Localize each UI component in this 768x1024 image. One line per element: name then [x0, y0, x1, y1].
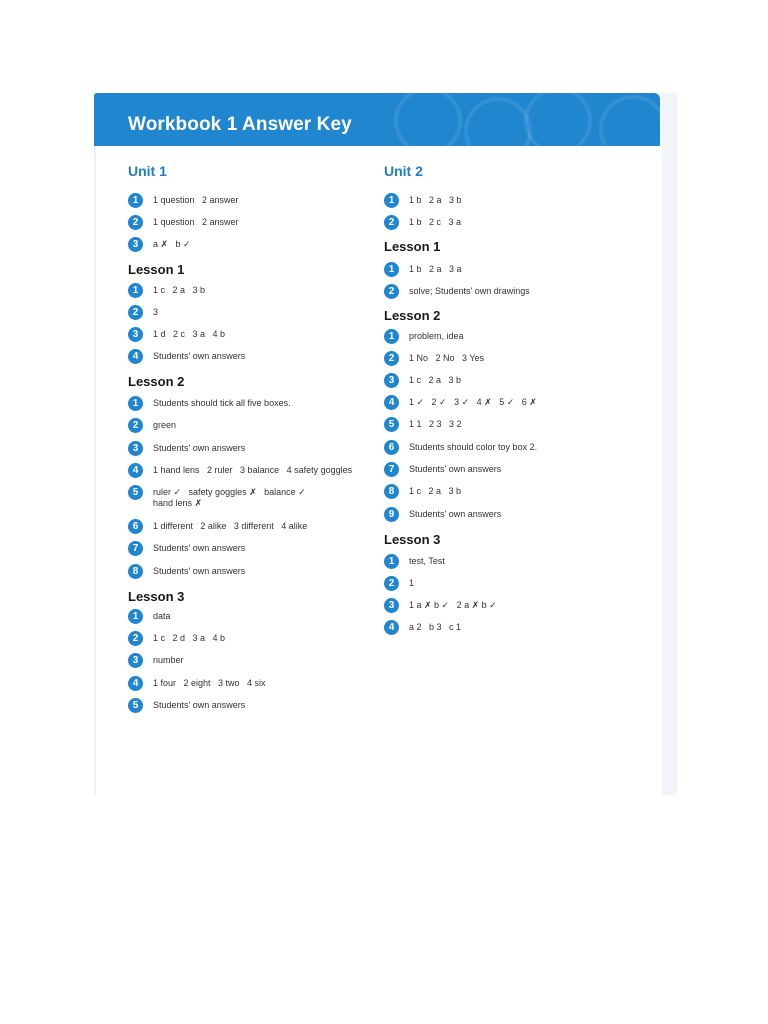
answer-text: 1 d 2 c 3 a 4 b [153, 329, 226, 339]
question-number-badge: 4 [128, 349, 143, 364]
answer-item [128, 631, 225, 646]
answer-text: 1 ✓ 2 ✓ 3 ✓ 4 ✗ 5 ✓ 6 ✗ [409, 397, 537, 407]
answer-text: 1 b 2 a 3 b [409, 195, 462, 205]
decorative-circle-icon [524, 93, 592, 146]
question-number-badge: 3 [384, 598, 399, 613]
answer-text: 1 No 2 No 3 Yes [409, 353, 485, 363]
answer-text: 1 four 2 eight 3 two 4 six [153, 678, 266, 688]
answer-text: a ✗ b ✓ [153, 239, 191, 249]
answer-text: Students' own answers [153, 543, 246, 553]
answer-text: 3 [153, 307, 159, 317]
answer-item [128, 327, 225, 342]
answer-text: 1 c 2 a 3 b [153, 285, 206, 295]
answer-text: 1 c 2 a 3 b [409, 375, 462, 385]
answer-item [384, 598, 497, 613]
answer-text: Students' own answers [153, 566, 246, 576]
answer-item [128, 215, 239, 230]
lesson-heading: Lesson 2 [384, 308, 441, 323]
question-number-badge: 4 [128, 676, 143, 691]
answer-text: Students should tick all five boxes. [153, 398, 291, 408]
question-number-badge: 7 [128, 541, 143, 556]
question-number-badge: 1 [128, 396, 143, 411]
answer-text: data [153, 611, 171, 621]
answer-text: a 2 b 3 c 1 [409, 622, 462, 632]
answer-text: 1 b 2 a 3 a [409, 264, 462, 274]
answer-text: 1 [409, 578, 415, 588]
answer-text: 1 b 2 c 3 a [409, 217, 462, 227]
answer-text: Students should color toy box 2. [409, 442, 538, 452]
answer-item [384, 329, 464, 344]
answer-item [128, 564, 245, 579]
lesson-heading: Lesson 3 [384, 532, 441, 547]
answer-item [128, 519, 307, 534]
answer-item [128, 349, 245, 364]
question-number-badge: 5 [128, 698, 143, 713]
answer-text: 1 a ✗ b ✓ 2 a ✗ b ✓ [409, 600, 497, 610]
answer-item [384, 351, 484, 366]
question-number-badge: 4 [384, 395, 399, 410]
answer-key-page [94, 93, 677, 795]
answer-item [384, 462, 501, 477]
answer-text: Students' own answers [409, 509, 502, 519]
answer-item [384, 193, 462, 208]
question-number-badge: 1 [384, 329, 399, 344]
decorative-circle-icon [464, 97, 532, 146]
question-number-badge: 1 [384, 262, 399, 277]
question-number-badge: 2 [128, 631, 143, 646]
question-number-badge: 7 [384, 462, 399, 477]
answer-item [384, 507, 501, 522]
unit-heading: Unit 2 [384, 163, 423, 179]
question-number-badge: 1 [128, 193, 143, 208]
answer-text: number [153, 655, 184, 665]
answer-item [128, 676, 266, 691]
title-banner [94, 93, 660, 146]
question-number-badge: 2 [384, 576, 399, 591]
answer-item [128, 541, 245, 556]
question-number-badge: 2 [384, 351, 399, 366]
decorative-circle-icon [394, 93, 462, 146]
question-number-badge: 2 [128, 305, 143, 320]
question-number-badge: 1 [384, 193, 399, 208]
answer-item [384, 554, 445, 569]
answer-text: 1 question 2 answer [153, 195, 239, 205]
answer-item [384, 215, 461, 230]
question-number-badge: 3 [128, 237, 143, 252]
answer-item [128, 305, 158, 320]
question-number-badge: 2 [128, 215, 143, 230]
question-number-badge: 3 [128, 653, 143, 668]
question-number-badge: 1 [128, 609, 143, 624]
answer-text: Students' own answers [409, 464, 502, 474]
answer-item [384, 620, 461, 635]
lesson-heading: Lesson 2 [128, 374, 185, 389]
answer-text: 1 different 2 alike 3 different 4 alike [153, 521, 308, 531]
answer-text: 1 1 2 3 3 2 [409, 419, 462, 429]
answer-item [128, 485, 306, 509]
answer-text: problem, idea [409, 331, 464, 341]
lesson-heading: Lesson 1 [128, 262, 185, 277]
question-number-badge: 1 [384, 554, 399, 569]
question-number-badge: 2 [384, 284, 399, 299]
answer-item [128, 237, 191, 252]
question-number-badge: 9 [384, 507, 399, 522]
answer-item [384, 395, 537, 410]
question-number-badge: 1 [128, 283, 143, 298]
answer-item [384, 284, 530, 299]
question-number-badge: 3 [384, 373, 399, 388]
question-number-badge: 4 [128, 463, 143, 478]
unit-heading: Unit 1 [128, 163, 167, 179]
answer-text: 1 hand lens 2 ruler 3 balance 4 safety goggles [153, 465, 353, 475]
answer-text: Students' own answers [153, 443, 246, 453]
answer-item [128, 193, 239, 208]
lesson-heading: Lesson 1 [384, 239, 441, 254]
answer-item [128, 463, 352, 478]
question-number-badge: 5 [384, 417, 399, 432]
answer-item [128, 653, 184, 668]
answer-item [384, 576, 414, 591]
answer-text: ruler ✓ safety goggles ✗ balance ✓ hand lens ✗ [153, 487, 306, 508]
answer-item [384, 484, 461, 499]
answer-text: test, Test [409, 556, 445, 566]
question-number-badge: 8 [384, 484, 399, 499]
answer-item [128, 396, 291, 411]
question-number-badge: 2 [384, 215, 399, 230]
question-number-badge: 3 [128, 327, 143, 342]
answer-item [128, 441, 245, 456]
question-number-badge: 5 [128, 485, 143, 500]
answer-text: 1 c 2 d 3 a 4 b [153, 633, 226, 643]
page-title: Workbook 1 Answer Key [128, 114, 352, 135]
answer-item [128, 283, 205, 298]
answer-item [128, 698, 245, 713]
question-number-badge: 4 [384, 620, 399, 635]
question-number-badge: 6 [128, 519, 143, 534]
answer-item [384, 440, 537, 455]
answer-text: solve; Students' own drawings [409, 286, 530, 296]
question-number-badge: 8 [128, 564, 143, 579]
question-number-badge: 2 [128, 418, 143, 433]
answer-text: green [153, 420, 177, 430]
decorative-circle-icon [599, 95, 660, 146]
question-number-badge: 6 [384, 440, 399, 455]
question-number-badge: 3 [128, 441, 143, 456]
answer-text: Students' own answers [153, 351, 246, 361]
answer-item [384, 417, 462, 432]
answer-text: 1 c 2 a 3 b [409, 486, 462, 496]
answer-item [384, 262, 462, 277]
answer-item [128, 418, 176, 433]
answer-item [128, 609, 171, 624]
answer-text: 1 question 2 answer [153, 217, 239, 227]
answer-item [384, 373, 461, 388]
answer-text: Students' own answers [153, 700, 246, 710]
lesson-heading: Lesson 3 [128, 589, 185, 604]
